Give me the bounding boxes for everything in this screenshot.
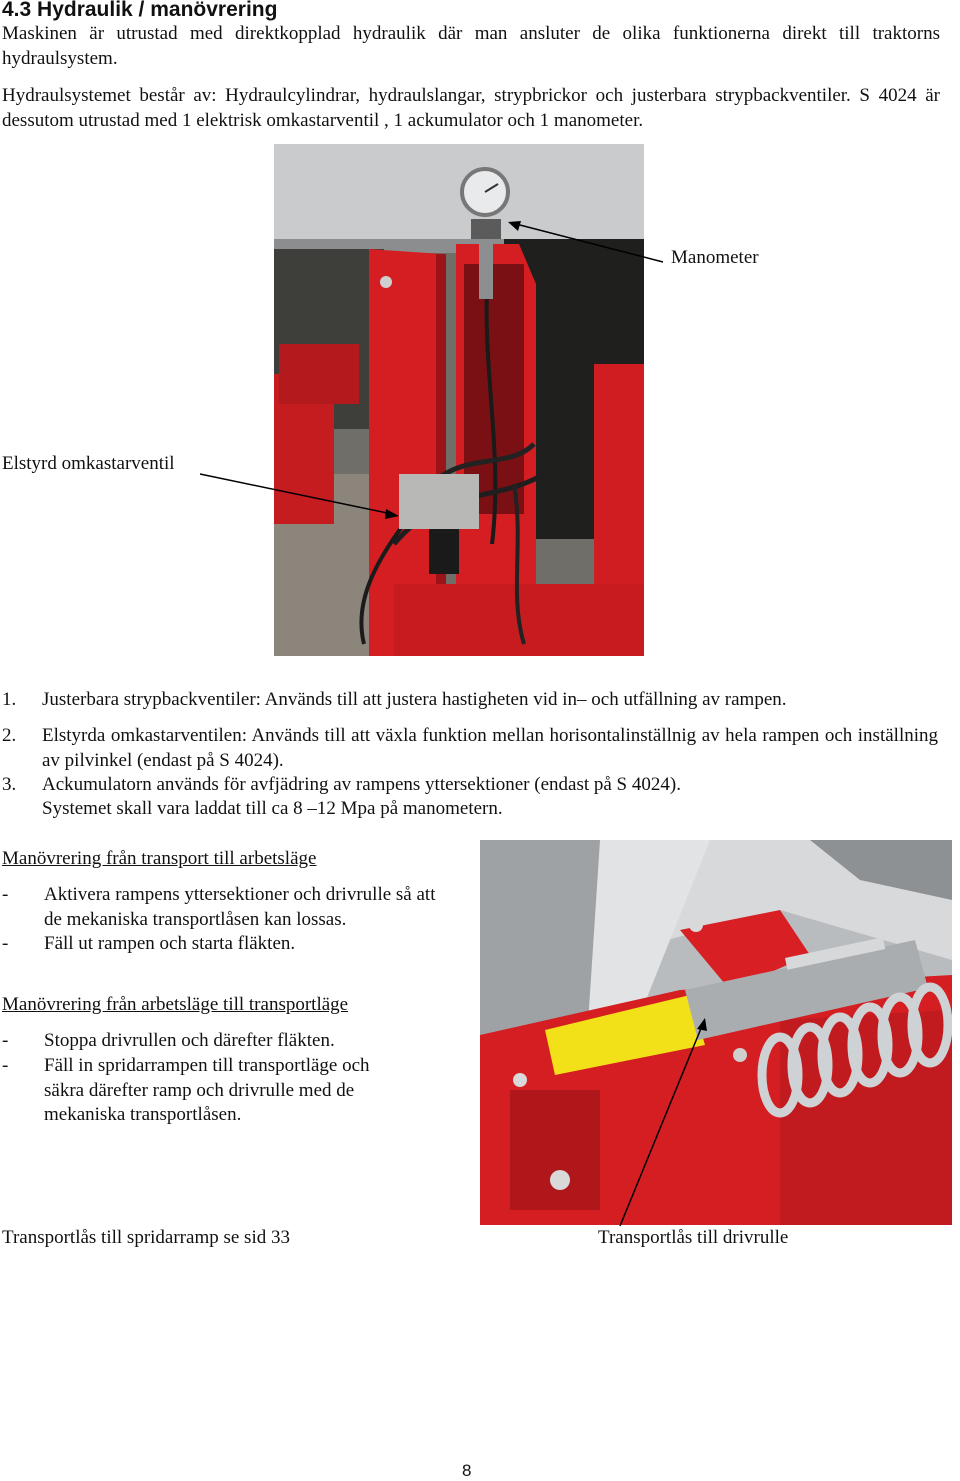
list-text: Ackumulatorn används för avfjädring av rampens yttersektioner (endast på S 4024).	[42, 774, 681, 795]
photo2-callout-arrow	[0, 1000, 960, 1240]
item-text: Stoppa drivrullen och därefter fläkten.	[44, 1030, 335, 1051]
dash: -	[2, 884, 9, 905]
page-number: 8	[462, 1461, 472, 1480]
section-a-item	[2, 932, 472, 957]
list-extra-text: Systemet skall vara laddat till ca 8 –12 Mpa på manometern.	[42, 798, 503, 819]
section-heading: 4.3 Hydraulik / manövrering	[2, 0, 278, 21]
system-paragraph: Hydraulsystemet består av: Hydraulcylindrar, hydraulslangar, strypbrickor och justerbara strypbackventiler. S 4024 är dessutom utrustad med 1 elektrisk omkastarventil , 1 ackumulator och 1 manometer.	[2, 85, 940, 131]
dash: -	[2, 1055, 9, 1076]
dash: -	[2, 933, 9, 954]
section-a-title: Manövrering från transport till arbetsläge	[2, 848, 317, 869]
item-text: Aktivera rampens yttersektioner och drivrulle så att de mekaniska transportlåsen kan lossas.	[44, 884, 436, 930]
caption-spridarramp: Transportlås till spridarramp se sid 33	[2, 1227, 290, 1248]
section-b-title: Manövrering från arbetsläge till transportläge	[2, 994, 349, 1015]
list-item-2	[0, 724, 960, 774]
list-text: Elstyrda omkastarventilen: Används till att växla funktion mellan horisontalinställnig av hela rampen och inställning av pilvinkel (endast på S 4024).	[42, 725, 938, 771]
dash: -	[2, 1030, 9, 1051]
intro-paragraph: Maskinen är utrustad med direktkopplad hydraulik där man ansluter de olika funktionerna direkt till traktorns hydraulsystem.	[2, 23, 940, 69]
list-number: 1.	[2, 689, 17, 710]
photo1-callout-arrows	[0, 0, 960, 660]
list-item-3	[0, 773, 960, 823]
item-text: Fäll in spridarrampen till transportläge och säkra därefter ramp och drivrulle med de mekaniska transportlåsen.	[44, 1055, 370, 1125]
list-item-1	[0, 688, 960, 712]
section-a-item	[2, 883, 472, 933]
list-text: Justerbara strypbackventiler: Används till att justera hastigheten vid in– och utfällning av rampen.	[42, 689, 787, 710]
item-text: Fäll ut rampen och starta fläkten.	[44, 933, 296, 954]
label-manometer: Manometer	[671, 247, 759, 268]
label-elstyrd-omkastarventil: Elstyrd omkastarventil	[2, 453, 175, 474]
caption-drivrulle: Transportlås till drivrulle	[598, 1227, 789, 1248]
list-number: 3.	[2, 774, 17, 795]
list-number: 2.	[2, 725, 17, 746]
